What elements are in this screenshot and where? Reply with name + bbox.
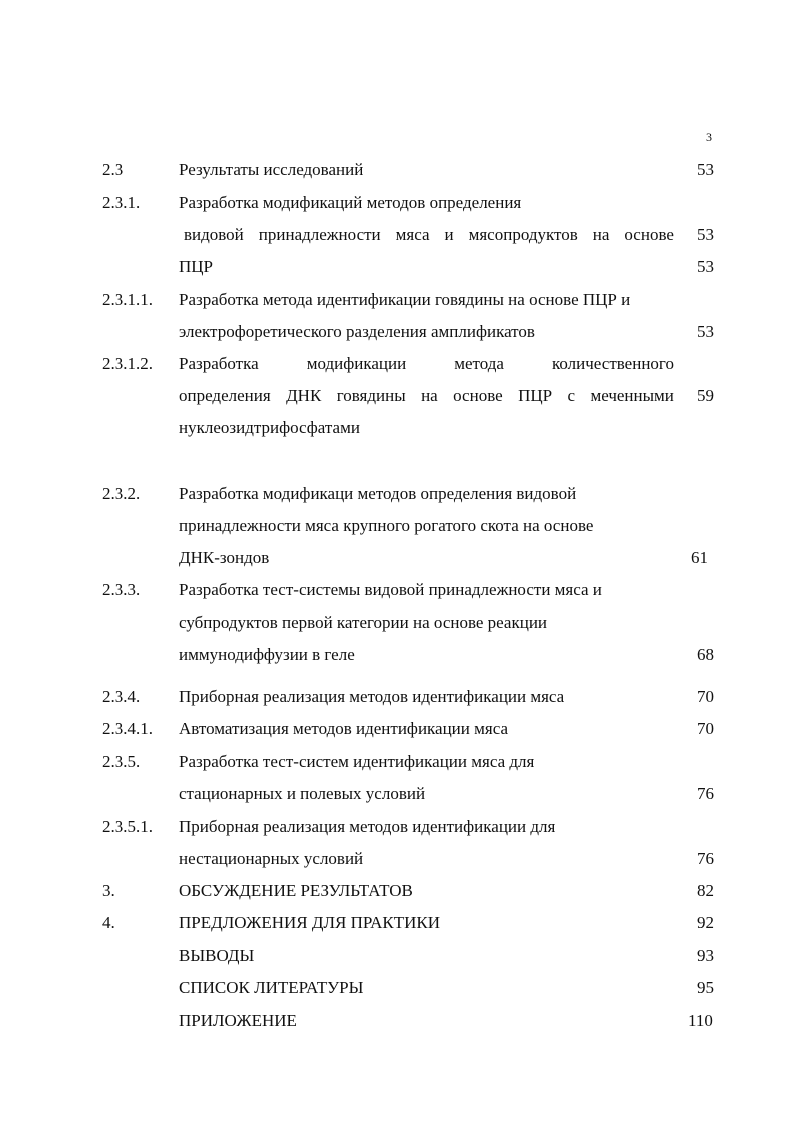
toc-title: ОБСУЖДЕНИЕ РЕЗУЛЬТАТОВ	[179, 881, 413, 900]
toc-page: 70	[697, 687, 714, 706]
toc-page: 76	[697, 849, 714, 868]
toc-title: Автоматизация методов идентификации мяса	[179, 719, 509, 738]
toc-word: видовой	[184, 225, 244, 244]
toc-title: Приборная реализация методов идентификации мяса	[179, 687, 565, 706]
toc-number: 2.3.5.	[102, 752, 141, 771]
toc-title-line: Приборная реализация методов идентификации для	[179, 817, 556, 836]
toc-word: Разработка	[179, 354, 259, 373]
toc-number: 2.3.1.1.	[102, 290, 153, 309]
toc-page: 95	[697, 978, 714, 997]
toc-word: основе	[453, 386, 503, 405]
toc-title: СПИСОК ЛИТЕРАТУРЫ	[179, 978, 364, 997]
toc-title-line: Разработка модификаци методов определения видовой	[179, 484, 577, 503]
toc-title: ПРЕДЛОЖЕНИЯ ДЛЯ ПРАКТИКИ	[179, 913, 441, 932]
toc-word: модификации	[306, 354, 407, 373]
toc-page: 76	[697, 784, 714, 803]
toc-word: на	[421, 386, 438, 405]
toc-word: метода	[454, 354, 504, 373]
toc-word: меченными	[590, 386, 674, 405]
toc-word: с	[567, 386, 576, 405]
toc-number: 2.3.4.1.	[102, 719, 153, 738]
toc-number: 2.3.1.2.	[102, 354, 153, 373]
toc-word: мясопродуктов	[468, 225, 578, 244]
toc-page: 93	[697, 946, 714, 965]
toc-word: ДНК	[286, 386, 322, 405]
toc-title-line: Разработка тест-систем идентификации мяса для	[179, 752, 535, 771]
toc-page: 59	[697, 386, 714, 405]
page-number: 3	[706, 130, 712, 144]
toc-word: принадлежности	[258, 225, 381, 244]
toc-word: определения	[179, 386, 271, 405]
toc-word: ПЦР	[518, 386, 553, 405]
toc-title-line: ПЦР	[179, 257, 214, 276]
toc-word: и	[444, 225, 454, 244]
toc-title-line: нестационарных условий	[179, 849, 364, 868]
toc-word: количественного	[552, 354, 674, 373]
toc-title-line: нуклеозидтрифосфатами	[179, 418, 360, 437]
toc-number: 2.3.3.	[102, 580, 141, 599]
toc-title-line: стационарных и полевых условий	[179, 784, 426, 803]
toc-title-line: иммунодиффузии в геле	[179, 645, 355, 664]
toc-page: 53	[697, 225, 714, 244]
toc-page: 110	[688, 1011, 713, 1030]
toc-title: ВЫВОДЫ	[179, 946, 255, 965]
toc-word: мяса	[395, 225, 430, 244]
toc-word: говядины	[336, 386, 406, 405]
toc-page: 82	[697, 881, 714, 900]
toc-number: 2.3.4.	[102, 687, 141, 706]
toc-number: 2.3.1.	[102, 193, 141, 212]
toc-page: 70	[697, 719, 714, 738]
toc-title-line: Разработка метода идентификации говядины на основе ПЦР и	[179, 290, 631, 309]
toc-number: 3.	[102, 881, 115, 900]
toc-word: на	[592, 225, 610, 244]
toc-page: 92	[697, 913, 714, 932]
toc-number: 2.3	[102, 160, 124, 179]
toc-title-line: принадлежности мяса крупного рогатого скота на основе	[179, 516, 594, 535]
toc-number: 2.3.5.1.	[102, 817, 153, 836]
toc-title-line	[179, 354, 674, 374]
toc-word: основе	[624, 225, 674, 244]
toc-number: 4.	[102, 913, 115, 932]
toc-page: 53	[697, 257, 714, 276]
toc-page: 53	[697, 160, 714, 179]
toc-number: 2.3.2.	[102, 484, 141, 503]
toc-title: Результаты исследований	[179, 160, 364, 179]
toc-title: ПРИЛОЖЕНИЕ	[179, 1011, 297, 1030]
toc-title-line	[179, 386, 674, 406]
toc-title-line: Разработка тест-системы видовой принадлежности мяса и	[179, 580, 602, 599]
toc-title-line: Разработка модификаций методов определения	[179, 193, 522, 212]
toc-page: 68	[697, 645, 714, 664]
toc-title-line	[184, 225, 674, 245]
toc-title-line: субпродуктов первой категории на основе реакции	[179, 613, 548, 632]
toc-page: 53	[697, 322, 714, 341]
toc-title-line: электрофоретического разделения амплификатов	[179, 322, 535, 341]
toc-page: 61	[691, 548, 708, 567]
toc-title-line: ДНК-зондов	[179, 548, 270, 567]
